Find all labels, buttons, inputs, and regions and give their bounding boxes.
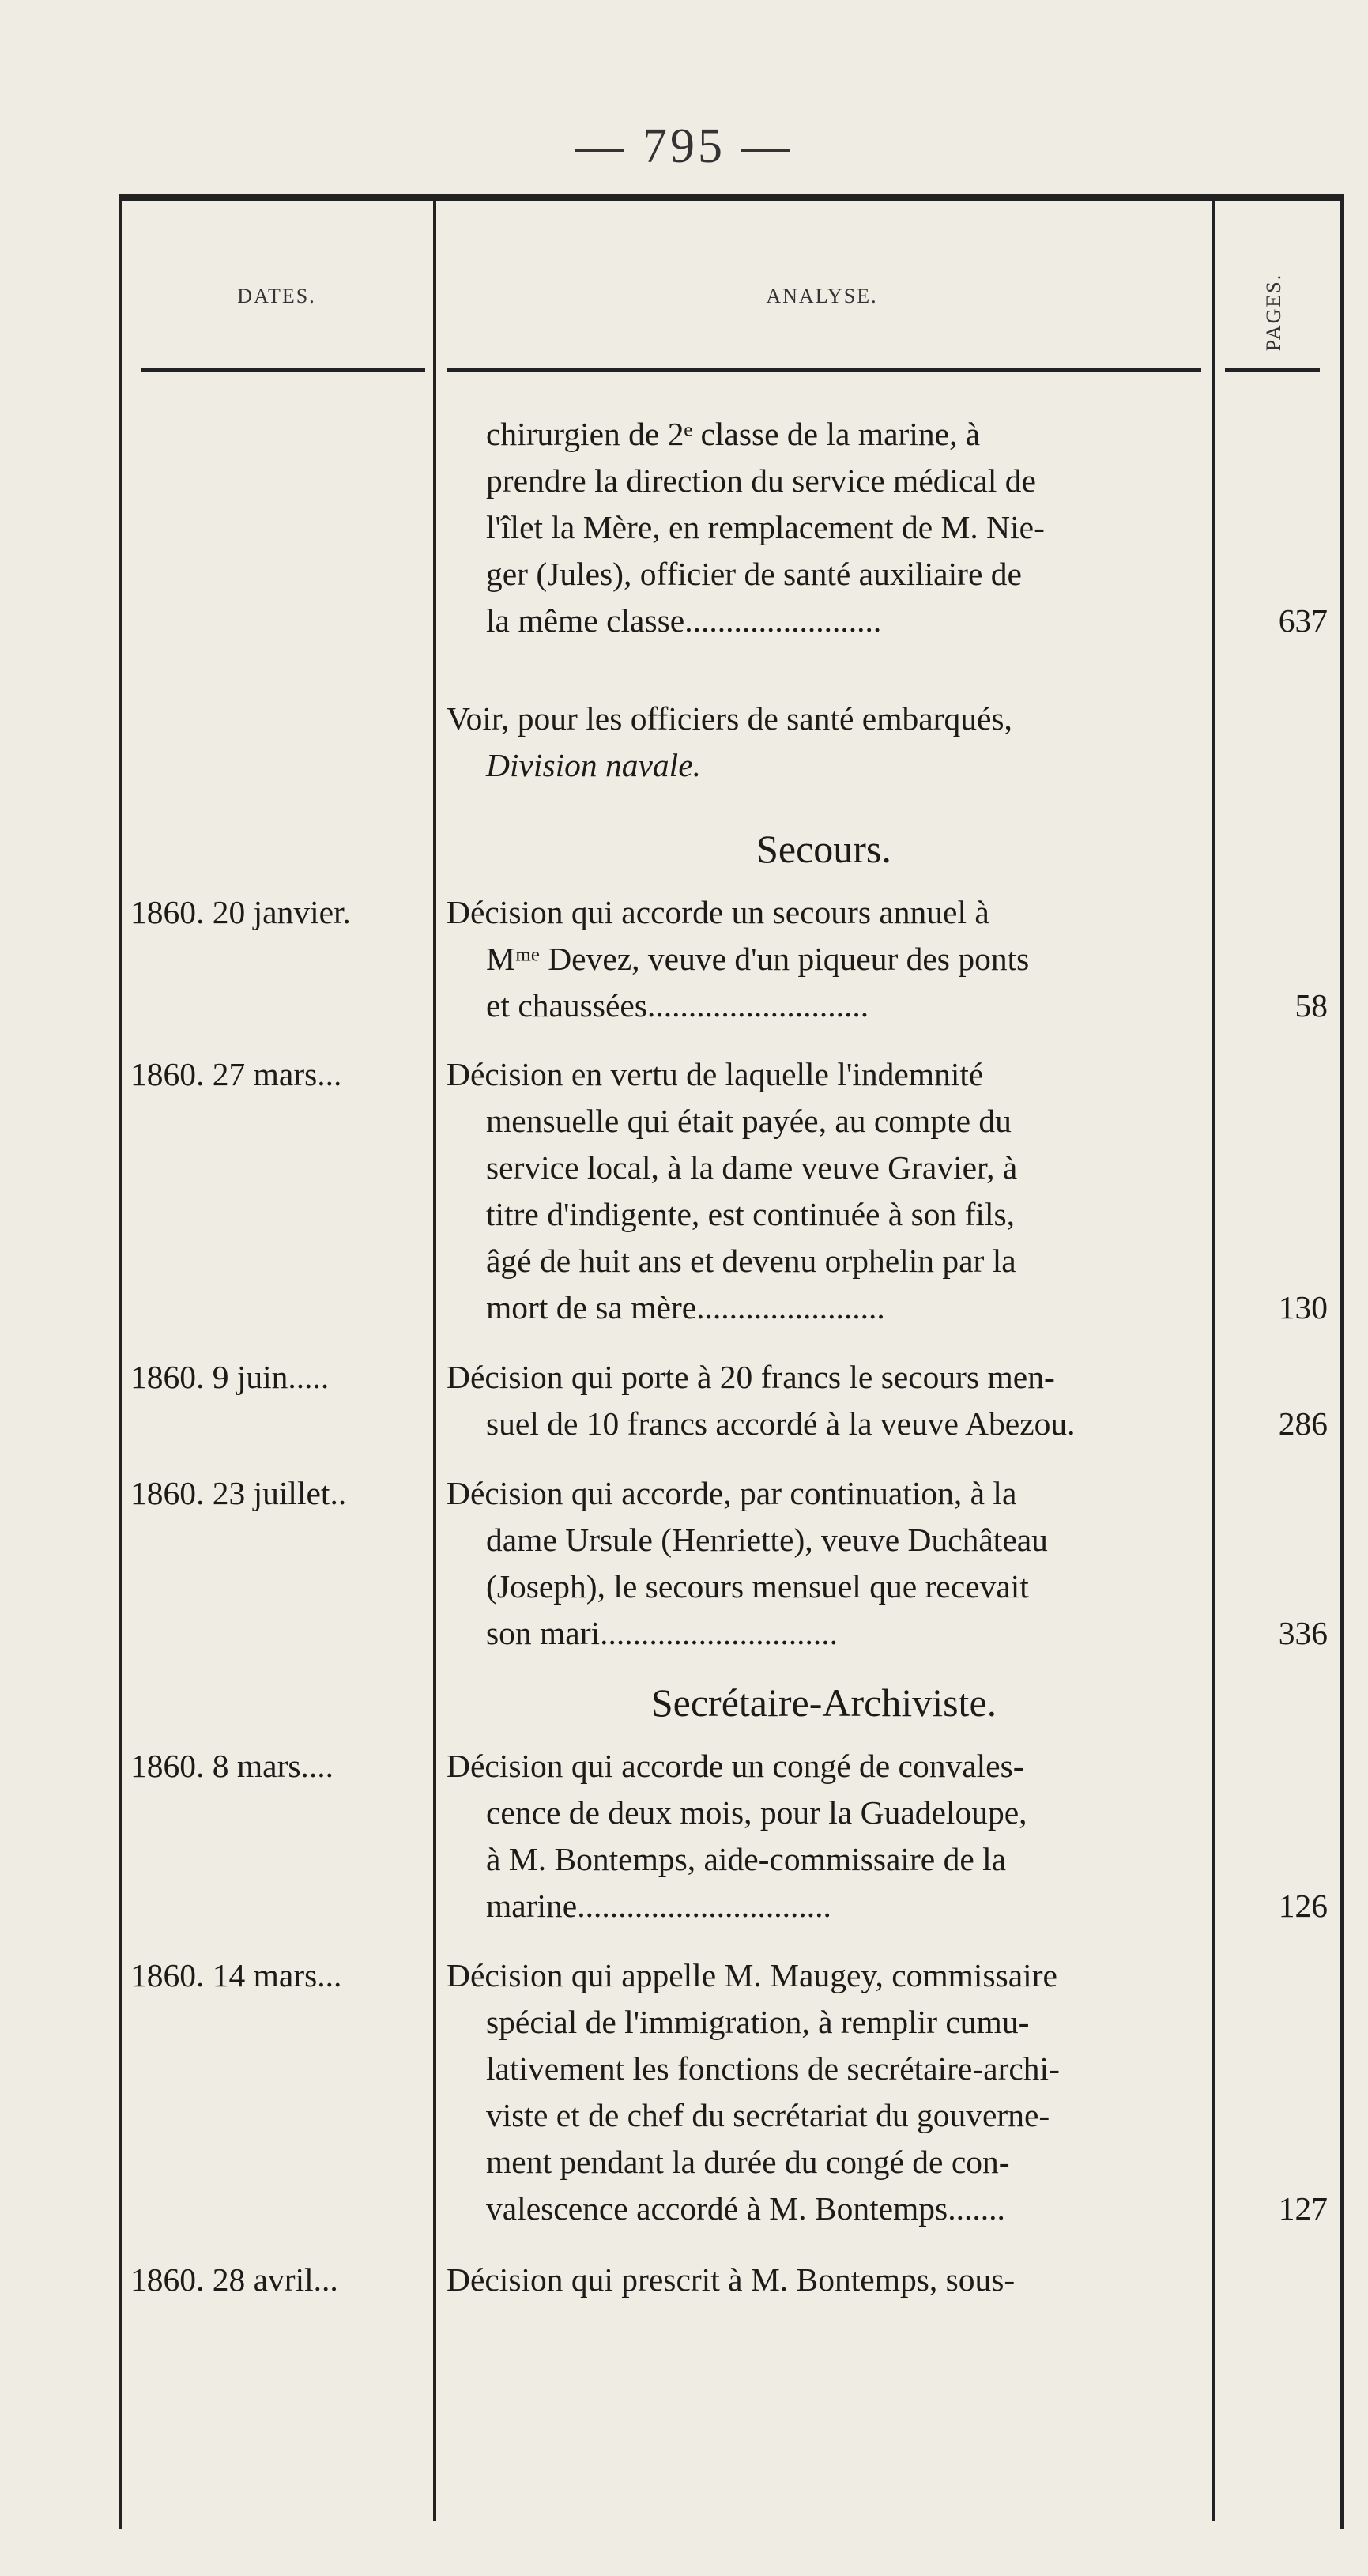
continuation-text: chirurgien de 2ᵉ classe de la marine, à prendre la direction du service médical de l'îlet la Mère, en remplacement de M. Nie- ger (Jules), officier de santé auxiliaire de la même classe........................ <box>486 416 1045 639</box>
entry-date: 1860. 14 mars... <box>130 1957 342 1993</box>
continuation-page: 637 <box>1278 602 1328 639</box>
entry-text: Décision qui accorde, par continuation, à la dame Ursule (Henriette), veuve Duchâteau (Joseph), le secours mensuel que recevait son mari............................. <box>447 1475 1048 1651</box>
entry-text: Décision qui accorde un secours annuel à Mᵐᵉ Devez, veuve d'un piqueur des ponts et chaussées........................... <box>447 894 1030 1024</box>
entry-page: 130 <box>1278 1289 1328 1326</box>
entry-text: Décision qui porte à 20 francs le secours men- suel de 10 francs accordé à la veuve Abezou. <box>447 1359 1076 1442</box>
column-header-pages: PAGES. <box>1262 273 1285 352</box>
column-header-analyse: ANALYSE. <box>766 285 878 307</box>
see-also: Voir, pour les officiers de santé embarqués, Division navale. <box>447 700 1012 783</box>
entry-date: 1860. 27 mars... <box>130 1056 342 1092</box>
entry-page: 336 <box>1278 1615 1328 1651</box>
column-header-dates: DATES. <box>237 285 316 307</box>
entry-date: 1860. 23 juillet.. <box>130 1475 347 1511</box>
header-rule-pages <box>1225 368 1320 372</box>
entry-date: 1860. 9 juin..... <box>130 1359 330 1395</box>
entry-date: 1860. 28 avril... <box>130 2261 338 2298</box>
header-rule-analyse <box>447 368 1201 372</box>
entry-date: 1860. 8 mars.... <box>130 1748 334 1784</box>
entry-page: 127 <box>1278 2190 1328 2227</box>
column-divider-dates <box>433 194 436 2521</box>
page-number: — 795 — <box>575 119 793 173</box>
section-title-secretaire-archiviste: Secrétaire-Archiviste. <box>650 1680 997 1725</box>
entry-date: 1860. 20 janvier. <box>130 894 351 930</box>
entry-text: Décision qui prescrit à M. Bontemps, sous- <box>447 2261 1016 2298</box>
section-title-secours: Secours. <box>756 827 891 871</box>
entry-text: Décision en vertu de laquelle l'indemnité mensuelle qui était payée, au compte du service local, à la dame veuve Gravier, à titre d'indigente, est continuée à son fils, âgé de huit ans et devenu orphelin par la mort de sa mère....................... <box>447 1056 1018 1326</box>
entry-page: 126 <box>1278 1888 1328 1924</box>
entry-page: 286 <box>1278 1405 1328 1442</box>
header-rule-dates <box>141 368 425 372</box>
column-divider-pages <box>1212 194 1215 2521</box>
entry-page: 58 <box>1295 987 1328 1024</box>
entry-text: Décision qui accorde un congé de convales- cence de deux mois, pour la Guadeloupe, à M. Bontemps, aide-commissaire de la marine............................... <box>447 1748 1027 1924</box>
entry-text: Décision qui appelle M. Maugey, commissaire spécial de l'immigration, à remplir cumu- lativement les fonctions de secrétaire-archi- viste et de chef du secrétariat du gouverne- ment pendant la durée du congé de con- valescence accordé à M. Bontemps....... <box>447 1957 1060 2227</box>
